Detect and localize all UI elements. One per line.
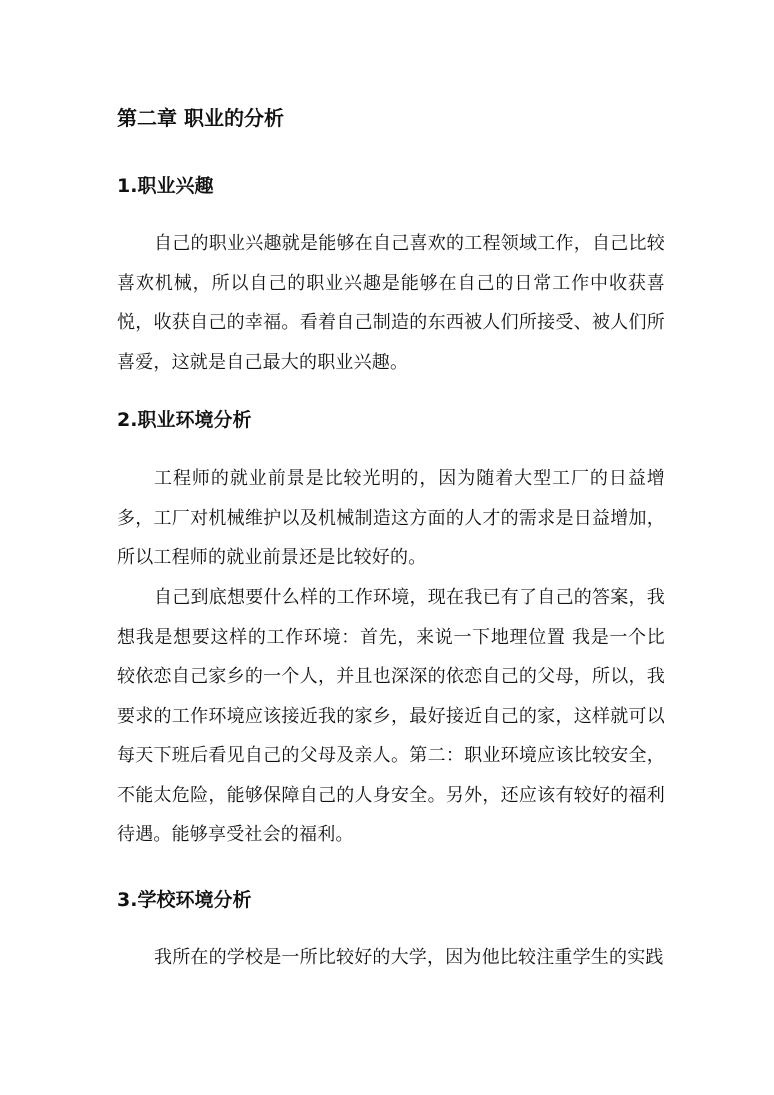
section-heading-school: 3.学校环境分析 xyxy=(117,889,252,911)
chapter-title: 第二章 职业的分析 xyxy=(117,106,284,130)
paragraph-environment-preference: 自己到底想要什么样的工作环境，现在我已有了自己的答案，我想我是想要这样的工作环境：首先，来说一下地理位置 我是一个比较依恋自己家乡的一个人，并且也深深的依恋自己的父母，所以，我要求的工作环境应该接近我的家乡，最好接近自己的家，这样就可以每天下班后看见自己的父母及亲人。第二：职业环境应该比较安全，不能太危险，能够保障自己的人身安全。另外，还应该有较好的福利待遇。能够享受社会的福利。 xyxy=(117,587,665,845)
paragraph-interest: 自己的职业兴趣就是能够在自己喜欢的工程领域工作，自己比较喜欢机械，所以自己的职业兴趣是能够在自己的日常工作中收获喜悦，收获自己的幸福。看着自己制造的东西被人们所接受、被人们所喜爱，这就是自己最大的职业兴趣。 xyxy=(117,233,665,373)
paragraph-school: 我所在的学校是一所比较好的大学，因为他比较注重学生的实践 xyxy=(154,947,664,968)
section-heading-interest: 1.职业兴趣 xyxy=(117,175,214,197)
section-heading-environment: 2.职业环境分析 xyxy=(117,409,252,431)
paragraph-environment-prospects: 工程师的就业前景是比较光明的，因为随着大型工厂的日益增多，工厂对机械维护以及机械制造这方面的人才的需求是日益增加，所以工程师的就业前景还是比较好的。 xyxy=(117,468,665,568)
